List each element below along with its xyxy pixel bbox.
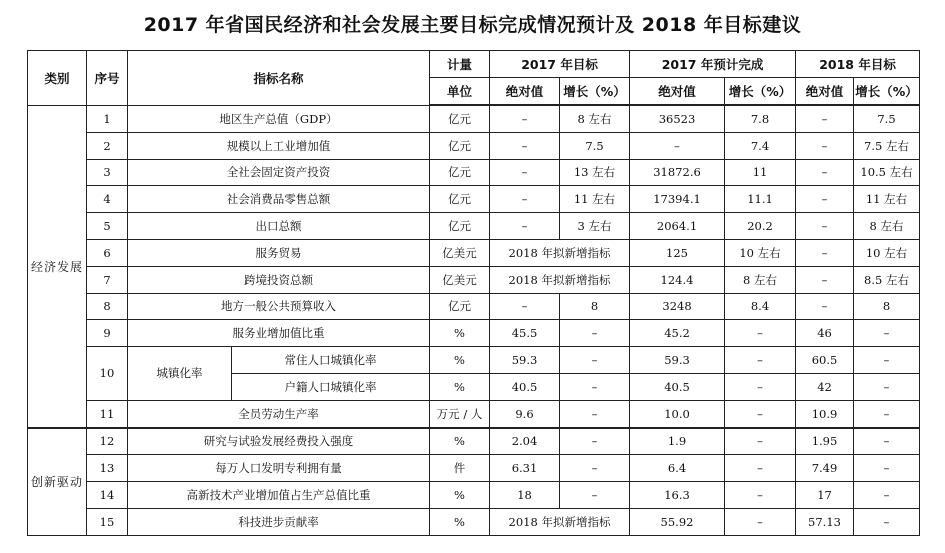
row-t18-growth: – bbox=[854, 400, 920, 427]
row-indicator: 全员劳动生产率 bbox=[128, 400, 430, 427]
row-unit: % bbox=[430, 373, 490, 400]
header-seq: 序号 bbox=[87, 51, 128, 106]
row-t17-growth: – bbox=[560, 400, 630, 427]
row-t18-growth: 8 bbox=[854, 293, 920, 320]
row-indicator: 出口总额 bbox=[128, 213, 430, 240]
header-abs: 绝对值 bbox=[796, 78, 854, 106]
row-e17-growth: – bbox=[725, 400, 796, 427]
row-indicator: 跨境投资总额 bbox=[128, 266, 430, 293]
row-unit: 亿美元 bbox=[430, 239, 490, 266]
row-e17-growth: 20.2 bbox=[725, 213, 796, 240]
row-e17-growth: 7.8 bbox=[725, 105, 796, 132]
row-t18-growth: 10.5 左右 bbox=[854, 159, 920, 186]
row-t17-abs: 2.04 bbox=[490, 428, 560, 455]
row-e17-growth: – bbox=[725, 482, 796, 509]
row-unit: 亿元 bbox=[430, 132, 490, 159]
row-t17-new-indicator: 2018 年拟新增指标 bbox=[490, 266, 630, 293]
row-t18-abs: – bbox=[796, 105, 854, 132]
row-t18-abs: 46 bbox=[796, 320, 854, 347]
row-t17-growth: – bbox=[560, 455, 630, 482]
row-t17-growth: – bbox=[560, 373, 630, 400]
row-e17-growth: 8 左右 bbox=[725, 266, 796, 293]
row-seq: 4 bbox=[87, 186, 128, 213]
row-t18-growth: – bbox=[854, 428, 920, 455]
row-t17-abs: – bbox=[490, 159, 560, 186]
row-indicator: 常住人口城镇化率 bbox=[232, 347, 430, 374]
row-t18-abs: 10.9 bbox=[796, 400, 854, 427]
row-e17-growth: – bbox=[725, 455, 796, 482]
row-t17-abs: – bbox=[490, 105, 560, 132]
row-t17-growth: – bbox=[560, 428, 630, 455]
row-indicator: 社会消费品零售总额 bbox=[128, 186, 430, 213]
row-t17-growth: 7.5 bbox=[560, 132, 630, 159]
row-t18-growth: 8.5 左右 bbox=[854, 266, 920, 293]
row-e17-abs: 17394.1 bbox=[630, 186, 725, 213]
row-e17-abs: 3248 bbox=[630, 293, 725, 320]
row-t18-abs: – bbox=[796, 293, 854, 320]
row-t17-abs: – bbox=[490, 186, 560, 213]
row-t17-abs: – bbox=[490, 293, 560, 320]
row-t17-new-indicator: 2018 年拟新增指标 bbox=[490, 239, 630, 266]
row-seq: 15 bbox=[87, 508, 128, 535]
row-seq: 11 bbox=[87, 400, 128, 427]
row-t18-abs: 17 bbox=[796, 482, 854, 509]
row-seq: 13 bbox=[87, 455, 128, 482]
row-t18-growth: – bbox=[854, 482, 920, 509]
row-indicator: 规模以上工业增加值 bbox=[128, 132, 430, 159]
row-t18-abs: – bbox=[796, 213, 854, 240]
row-t17-abs: 18 bbox=[490, 482, 560, 509]
row-unit: % bbox=[430, 508, 490, 535]
row-unit: 件 bbox=[430, 455, 490, 482]
row-unit: % bbox=[430, 347, 490, 374]
row-indicator: 地方一般公共预算收入 bbox=[128, 293, 430, 320]
row-t18-growth: – bbox=[854, 373, 920, 400]
header-category: 类别 bbox=[28, 51, 87, 106]
row-unit: 亿元 bbox=[430, 213, 490, 240]
row-e17-abs: 2064.1 bbox=[630, 213, 725, 240]
row-indicator: 每万人口发明专利拥有量 bbox=[128, 455, 430, 482]
row-e17-growth: – bbox=[725, 320, 796, 347]
row-unit: 亿美元 bbox=[430, 266, 490, 293]
row-e17-abs: 55.92 bbox=[630, 508, 725, 535]
row-seq: 6 bbox=[87, 239, 128, 266]
row-seq: 9 bbox=[87, 320, 128, 347]
row-t17-new-indicator: 2018 年拟新增指标 bbox=[490, 508, 630, 535]
row-t17-abs: 6.31 bbox=[490, 455, 560, 482]
row-indicator: 研究与试验发展经费投入强度 bbox=[128, 428, 430, 455]
row-e17-abs: 124.4 bbox=[630, 266, 725, 293]
row-indicator: 全社会固定资产投资 bbox=[128, 159, 430, 186]
row-t17-growth: 13 左右 bbox=[560, 159, 630, 186]
row-unit: 亿元 bbox=[430, 186, 490, 213]
header-indicator: 指标名称 bbox=[128, 51, 430, 106]
row-unit: % bbox=[430, 320, 490, 347]
header-unit-line2: 单位 bbox=[430, 78, 490, 106]
document-title: 2017 年省国民经济和社会发展主要目标完成情况预计及 2018 年目标建议 bbox=[143, 14, 802, 36]
row-seq: 5 bbox=[87, 213, 128, 240]
row-t17-abs: 9.6 bbox=[490, 400, 560, 427]
row-t17-abs: 45.5 bbox=[490, 320, 560, 347]
row-t18-abs: 7.49 bbox=[796, 455, 854, 482]
row-unit: 亿元 bbox=[430, 293, 490, 320]
header-expected-2017: 2017 年预计完成 bbox=[630, 51, 796, 78]
category-economy: 经济发展 bbox=[28, 105, 87, 428]
row-t17-growth: – bbox=[560, 482, 630, 509]
row-indicator: 服务贸易 bbox=[128, 239, 430, 266]
header-growth: 增长（%） bbox=[854, 78, 920, 106]
row-t18-growth: 7.5 左右 bbox=[854, 132, 920, 159]
row-t18-growth: – bbox=[854, 455, 920, 482]
header-growth: 增长（%） bbox=[725, 78, 796, 106]
row-e17-growth: – bbox=[725, 508, 796, 535]
row-t18-growth: 7.5 bbox=[854, 105, 920, 132]
row-seq: 10 bbox=[87, 347, 128, 401]
row-e17-abs: 59.3 bbox=[630, 347, 725, 374]
row-e17-abs: 1.9 bbox=[630, 428, 725, 455]
row-e17-abs: 125 bbox=[630, 239, 725, 266]
row-t18-abs: – bbox=[796, 132, 854, 159]
category-innovation: 创新驱动 bbox=[28, 428, 87, 536]
row-unit: % bbox=[430, 482, 490, 509]
row-seq: 14 bbox=[87, 482, 128, 509]
row-indicator: 科技进步贡献率 bbox=[128, 508, 430, 535]
row-e17-growth: 11 bbox=[725, 159, 796, 186]
row-e17-growth: 10 左右 bbox=[725, 239, 796, 266]
header-abs: 绝对值 bbox=[630, 78, 725, 106]
header-target-2018: 2018 年目标 bbox=[796, 51, 920, 78]
row-unit: 亿元 bbox=[430, 159, 490, 186]
row-seq: 1 bbox=[87, 105, 128, 132]
header-growth: 增长（%） bbox=[560, 78, 630, 106]
row-t18-abs: – bbox=[796, 186, 854, 213]
row-unit: % bbox=[430, 428, 490, 455]
row-e17-growth: 7.4 bbox=[725, 132, 796, 159]
row-e17-growth: 8.4 bbox=[725, 293, 796, 320]
row-t17-growth: 11 左右 bbox=[560, 186, 630, 213]
row-e17-abs: 6.4 bbox=[630, 455, 725, 482]
row-seq: 12 bbox=[87, 428, 128, 455]
row-t18-growth: 8 左右 bbox=[854, 213, 920, 240]
row-e17-abs: – bbox=[630, 132, 725, 159]
row-t18-abs: 1.95 bbox=[796, 428, 854, 455]
header-target-2017: 2017 年目标 bbox=[490, 51, 630, 78]
row-seq: 2 bbox=[87, 132, 128, 159]
row-t18-abs: 42 bbox=[796, 373, 854, 400]
row-e17-abs: 10.0 bbox=[630, 400, 725, 427]
row-e17-growth: 11.1 bbox=[725, 186, 796, 213]
row-t17-abs: 40.5 bbox=[490, 373, 560, 400]
row-t17-growth: 8 左右 bbox=[560, 105, 630, 132]
row-seq: 7 bbox=[87, 266, 128, 293]
row-e17-abs: 31872.6 bbox=[630, 159, 725, 186]
row-indicator: 户籍人口城镇化率 bbox=[232, 373, 430, 400]
row-t17-abs: – bbox=[490, 132, 560, 159]
row-e17-growth: – bbox=[725, 373, 796, 400]
row-t17-growth: – bbox=[560, 320, 630, 347]
row-t18-abs: – bbox=[796, 159, 854, 186]
row-e17-abs: 40.5 bbox=[630, 373, 725, 400]
header-abs: 绝对值 bbox=[490, 78, 560, 106]
row-seq: 8 bbox=[87, 293, 128, 320]
row-unit: 亿元 bbox=[430, 105, 490, 132]
row-t17-growth: 8 bbox=[560, 293, 630, 320]
row-t18-abs: 57.13 bbox=[796, 508, 854, 535]
row-t18-growth: – bbox=[854, 347, 920, 374]
row-t17-abs: – bbox=[490, 213, 560, 240]
row-e17-growth: – bbox=[725, 347, 796, 374]
row-t18-growth: 11 左右 bbox=[854, 186, 920, 213]
row-indicator: 服务业增加值比重 bbox=[128, 320, 430, 347]
row-unit: 万元 / 人 bbox=[430, 400, 490, 427]
row-t18-abs: 60.5 bbox=[796, 347, 854, 374]
row-seq: 3 bbox=[87, 159, 128, 186]
row-e17-abs: 45.2 bbox=[630, 320, 725, 347]
row-e17-growth: – bbox=[725, 428, 796, 455]
row-indicator: 地区生产总值（GDP） bbox=[128, 105, 430, 132]
row-indicator: 高新技术产业增加值占生产总值比重 bbox=[128, 482, 430, 509]
urbanization-label: 城镇化率 bbox=[128, 347, 232, 401]
row-t18-abs: – bbox=[796, 239, 854, 266]
row-t18-growth: 10 左右 bbox=[854, 239, 920, 266]
row-t18-growth: – bbox=[854, 508, 920, 535]
header-unit-line1: 计量 bbox=[430, 51, 490, 78]
row-t17-growth: – bbox=[560, 347, 630, 374]
row-e17-abs: 36523 bbox=[630, 105, 725, 132]
row-t17-abs: 59.3 bbox=[490, 347, 560, 374]
row-t17-growth: 3 左右 bbox=[560, 213, 630, 240]
row-t18-growth: – bbox=[854, 320, 920, 347]
row-e17-abs: 16.3 bbox=[630, 482, 725, 509]
row-t18-abs: – bbox=[796, 266, 854, 293]
targets-table bbox=[27, 50, 920, 536]
